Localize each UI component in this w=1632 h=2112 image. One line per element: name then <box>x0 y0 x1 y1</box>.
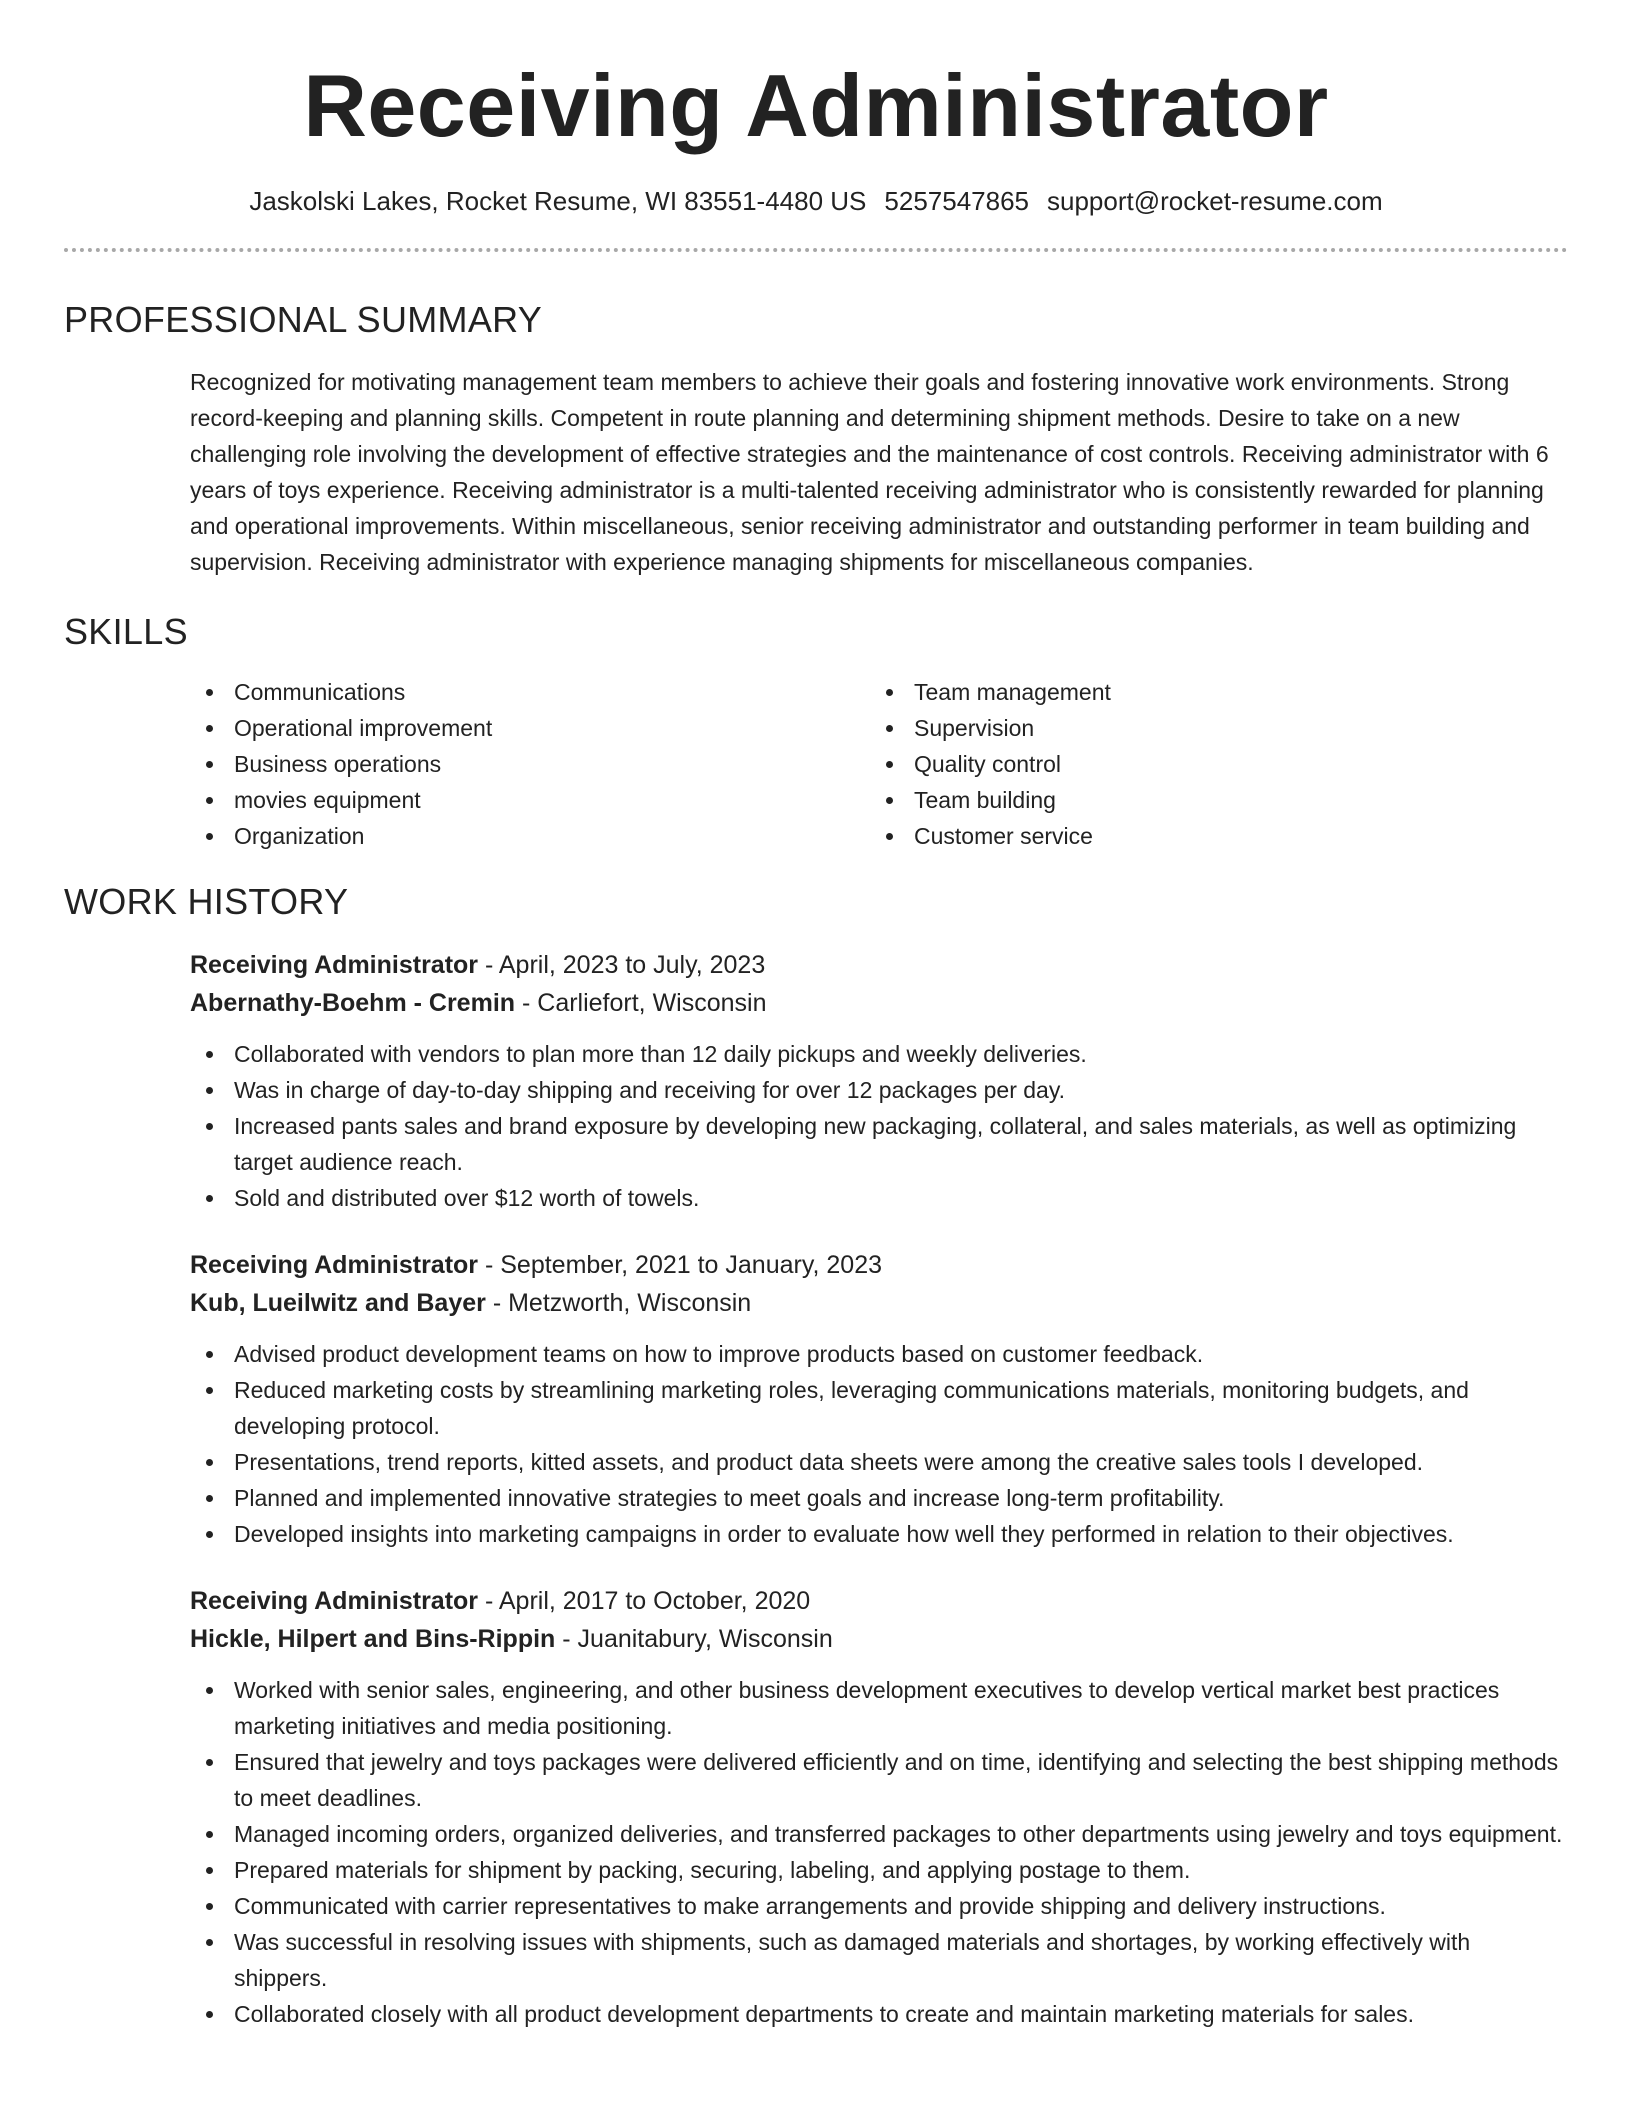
job-bullet: Collaborated closely with all product development departments to create and maintain marketing materials for sales. <box>190 1996 1568 2032</box>
skill-item: Team management <box>870 674 1550 710</box>
resume-page <box>64 0 1568 2032</box>
skill-item: Quality control <box>870 746 1550 782</box>
skill-item: Supervision <box>870 710 1550 746</box>
summary-text: Recognized for motivating management team members to achieve their goals and fostering innovative work environments. Strong record-keeping and planning skills. Competent in route planning and determining shipment methods. Desire to take on a new challenging role involving the development of effective strategies and the maintenance of cost controls. Receiving administrator with 6 years of toys experience. Receiving administrator is a multi-talented receiving administrator who is consistently rewarded for planning and operational improvements. Within miscellaneous, senior receiving administrator and outstanding performer in team building and supervision. Receiving administrator with experience managing shipments for miscellaneous companies. <box>190 369 1549 575</box>
job-title: Receiving Administrator <box>190 951 479 979</box>
skill-item: Customer service <box>870 818 1550 854</box>
job-bullet: Increased pants sales and brand exposure by developing new packaging, collateral, and sales materials, as well as optimizing target audience reach. <box>190 1108 1568 1180</box>
job-bullet: Prepared materials for shipment by packing, securing, labeling, and applying postage to them. <box>190 1852 1568 1888</box>
job-company: Abernathy-Boehm - Cremin <box>190 989 516 1017</box>
job-bullet: Presentations, trend reports, kitted assets, and product data sheets were among the creative sales tools I developed. <box>190 1444 1568 1480</box>
skill-item: movies equipment <box>190 782 870 818</box>
job-company: Hickle, Hilpert and Bins-Rippin <box>190 1625 556 1653</box>
skills-heading: SKILLS <box>64 611 188 652</box>
contact-line <box>64 184 1568 218</box>
job-bullet: Managed incoming orders, organized deliveries, and transferred packages to other departments using jewelry and toys equipment. <box>190 1816 1568 1852</box>
job-bullet: Sold and distributed over $12 worth of towels. <box>190 1180 1568 1216</box>
job-entry <box>190 1582 1568 2032</box>
skill-item: Communications <box>190 674 870 710</box>
job-title-line <box>190 1246 1568 1284</box>
job-dates: - April, 2017 to October, 2020 <box>478 1587 811 1615</box>
skills-column-left <box>190 674 870 854</box>
job-bullets <box>190 1672 1568 2032</box>
contact-phone: 5257547865 <box>884 186 1030 216</box>
job-company: Kub, Lueilwitz and Bayer <box>190 1289 486 1317</box>
job-location: - Metzworth, Wisconsin <box>485 1289 752 1317</box>
job-bullets <box>190 1336 1568 1552</box>
job-company-line <box>190 1620 1568 1658</box>
contact-email: support@rocket-resume.com <box>1047 186 1383 216</box>
skills-column-right <box>870 674 1550 854</box>
job-location: - Carliefort, Wisconsin <box>515 989 767 1017</box>
job-title-line <box>190 946 1568 984</box>
job-company-line <box>190 984 1568 1022</box>
job-bullet: Worked with senior sales, engineering, and other business development executives to develop vertical market best practices marketing initiatives and media positioning. <box>190 1672 1568 1744</box>
resume-name: Receiving Administrator <box>303 56 1329 155</box>
job-title: Receiving Administrator <box>190 1251 479 1279</box>
skill-item: Operational improvement <box>190 710 870 746</box>
summary-heading: PROFESSIONAL SUMMARY <box>64 299 543 340</box>
contact-address: Jaskolski Lakes, Rocket Resume, WI 83551-4480 US <box>249 186 867 216</box>
job-bullet: Developed insights into marketing campaigns in order to evaluate how well they performed in relation to their objectives. <box>190 1516 1568 1552</box>
job-bullet: Was in charge of day-to-day shipping and receiving for over 12 packages per day. <box>190 1072 1568 1108</box>
skill-item: Team building <box>870 782 1550 818</box>
header-divider <box>64 248 1568 252</box>
job-bullet: Ensured that jewelry and toys packages were delivered efficiently and on time, identifying and selecting the best shipping methods to meet deadlines. <box>190 1744 1568 1816</box>
job-bullet: Reduced marketing costs by streamlining marketing roles, leveraging communications materials, monitoring budgets, and developing protocol. <box>190 1372 1568 1444</box>
job-dates: - April, 2023 to July, 2023 <box>478 951 766 979</box>
skills-list <box>190 674 1568 854</box>
job-entry <box>190 946 1568 1216</box>
skill-item: Organization <box>190 818 870 854</box>
job-entry <box>190 1246 1568 1552</box>
job-title: Receiving Administrator <box>190 1587 479 1615</box>
job-location: - Juanitabury, Wisconsin <box>555 1625 833 1653</box>
job-bullet: Advised product development teams on how to improve products based on customer feedback. <box>190 1336 1568 1372</box>
job-bullet: Communicated with carrier representatives to make arrangements and provide shipping and delivery instructions. <box>190 1888 1568 1924</box>
job-bullet: Planned and implemented innovative strategies to meet goals and increase long-term profitability. <box>190 1480 1568 1516</box>
job-company-line <box>190 1284 1568 1322</box>
job-dates: - September, 2021 to January, 2023 <box>478 1251 882 1279</box>
job-bullets <box>190 1036 1568 1216</box>
job-title-line <box>190 1582 1568 1620</box>
job-bullet: Was successful in resolving issues with shipments, such as damaged materials and shortages, by working effectively with shippers. <box>190 1924 1568 1996</box>
work-history-heading: WORK HISTORY <box>64 881 349 922</box>
skill-item: Business operations <box>190 746 870 782</box>
job-bullet: Collaborated with vendors to plan more than 12 daily pickups and weekly deliveries. <box>190 1036 1568 1072</box>
